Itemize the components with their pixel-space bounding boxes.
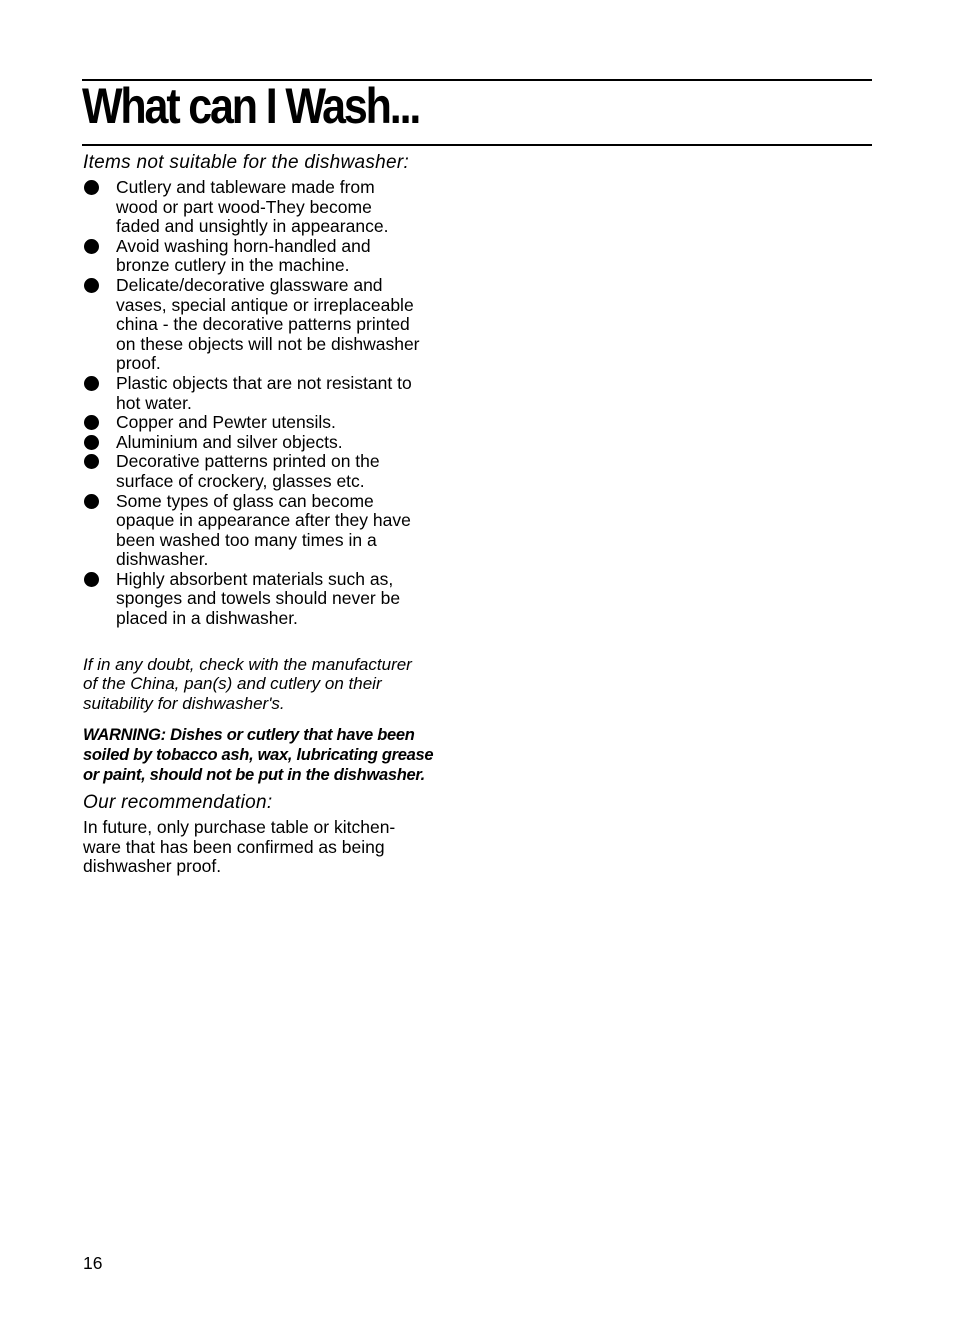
page-title: What can I Wash...: [82, 78, 420, 134]
recommendation-line: dishwasher proof.: [83, 856, 222, 877]
list-item-line: Delicate/decorative glassware and: [116, 274, 383, 295]
warning-line: or paint, should not be put in the dishwasher.: [83, 765, 425, 784]
list-item: [83, 570, 468, 629]
list-item-line: surface of crockery, glasses etc.: [116, 470, 365, 491]
bullet-icon: [84, 415, 99, 430]
list-item-line: on these objects will not be dishwasher: [116, 333, 420, 354]
title-rule-bottom: [82, 144, 872, 146]
list-item-line: Plastic objects that are not resistant to: [116, 372, 412, 393]
list-item-line: vases, special antique or irreplaceable: [116, 294, 414, 315]
unsuitable-heading: Items not suitable for the dishwasher:: [83, 152, 410, 173]
page-number: 16: [83, 1253, 103, 1273]
list-item-line: dishwasher.: [116, 549, 209, 570]
content-column: [83, 151, 468, 877]
bullet-icon: [84, 494, 99, 509]
list-item-line: Cutlery and tableware made from: [116, 177, 375, 197]
list-item-line: sponges and towels should never be: [116, 588, 401, 609]
list-item: [83, 452, 468, 491]
list-item-line: hot water.: [116, 392, 192, 413]
list-item-line: Copper and Pewter utensils.: [116, 412, 336, 433]
recommendation-heading: Our recommendation:: [83, 792, 273, 814]
list-item-line: placed in a dishwasher.: [116, 608, 298, 629]
list-item: [83, 237, 468, 276]
warning-text: [83, 726, 468, 785]
list-item-line: Highly absorbent materials such as,: [116, 568, 394, 589]
list-item: [83, 374, 468, 413]
bullet-icon: [84, 572, 99, 587]
list-item-line: been washed too many times in a: [116, 529, 377, 550]
warning-line: soiled by tobacco ash, wax, lubricating grease: [83, 746, 434, 765]
recommendation-line: ware that has been confirmed as being: [83, 836, 385, 857]
bullet-icon: [84, 376, 99, 391]
recommendation-text: [83, 818, 468, 877]
list-item-line: Avoid washing horn-handled and: [116, 235, 371, 256]
bullet-icon: [84, 278, 99, 293]
list-item-line: Aluminium and silver objects.: [116, 431, 343, 452]
warning-line: WARNING: Dishes or cutlery that have been: [83, 726, 415, 745]
recommendation-line: In future, only purchase table or kitchen-: [83, 817, 396, 838]
doubt-note: [83, 655, 468, 714]
list-item: [83, 276, 468, 374]
list-item-line: wood or part wood-They become: [116, 196, 372, 217]
list-item-line: Some types of glass can become: [116, 490, 374, 511]
list-item-line: faded and unsightly in appearance.: [116, 216, 389, 237]
bullet-icon: [84, 435, 99, 450]
list-item-line: opaque in appearance after they have: [116, 510, 411, 531]
list-item: [83, 178, 468, 237]
list-item-line: bronze cutlery in the machine.: [116, 255, 350, 276]
note-line: suitability for dishwasher's.: [83, 693, 285, 713]
unsuitable-list: [83, 178, 468, 629]
bullet-icon: [84, 180, 99, 195]
note-line: If in any doubt, check with the manufacturer: [83, 654, 412, 674]
list-item-line: proof.: [116, 353, 161, 374]
bullet-icon: [84, 454, 99, 469]
list-item: [83, 413, 468, 433]
list-item: [83, 492, 468, 570]
note-line: of the China, pan(s) and cutlery on their: [83, 674, 382, 694]
list-item-line: china - the decorative patterns printed: [116, 314, 410, 335]
bullet-icon: [84, 239, 99, 254]
list-item-line: Decorative patterns printed on the: [116, 451, 380, 472]
list-item: [83, 433, 468, 453]
